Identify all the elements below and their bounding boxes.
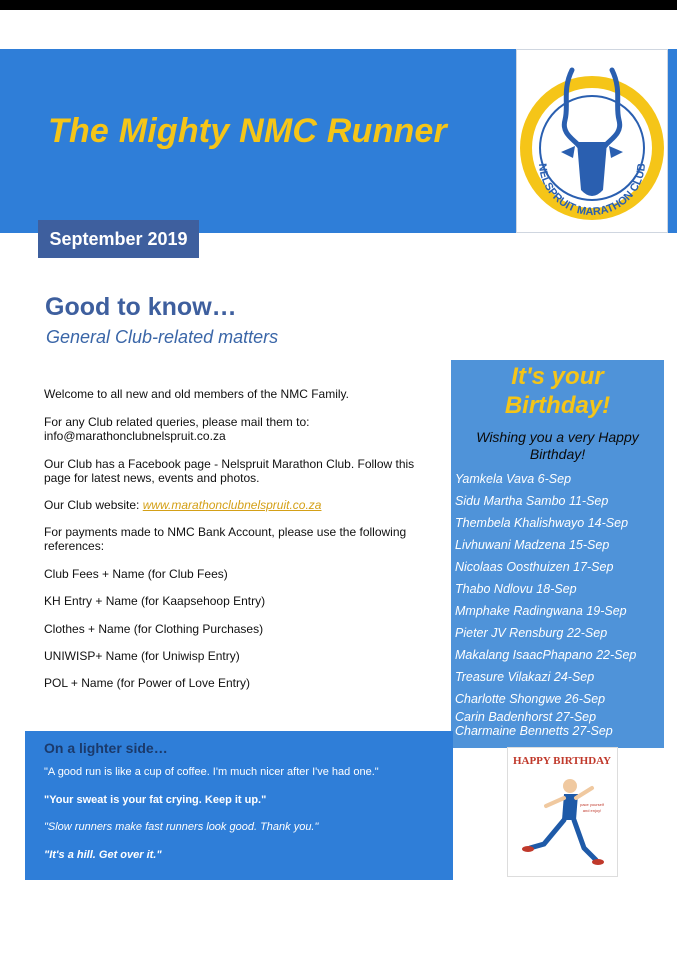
payment-reference: POL + Name (for Power of Love Entry)	[44, 676, 250, 690]
payment-reference: KH Entry + Name (for Kaapsehoop Entry)	[44, 594, 266, 608]
lighter-side-title: On a lighter side…	[44, 740, 168, 756]
payment-reference: Clothes + Name (for Clothing Purchases)	[44, 622, 264, 636]
website-link[interactable]: www.marathonclubnelspruit.co.za	[142, 498, 322, 512]
birthday-title	[451, 362, 664, 420]
payment-reference: UNIWISP+ Name (for Uniwisp Entry)	[44, 649, 240, 663]
birthday-entry: Charlotte Shongwe 26-Sep	[455, 692, 606, 706]
quote: "Your sweat is your fat crying. Keep it up."	[44, 794, 267, 806]
birthday-entry: Livhuwani Madzena 15-Sep	[455, 538, 610, 552]
birthday-entry: Carin Badenhorst 27-Sep	[455, 710, 597, 724]
issue-month-badge: September 2019	[38, 220, 199, 258]
quote: "It's a hill. Get over it."	[44, 849, 162, 861]
kudu-logo-icon	[517, 50, 667, 232]
birthday-entry: Yamkela Vava 6-Sep	[455, 472, 572, 486]
birthday-entry: Mmphake Radingwana 19-Sep	[455, 604, 627, 618]
queries-text	[44, 415, 444, 443]
payment-reference: Club Fees + Name (for Club Fees)	[44, 567, 228, 581]
payments-text	[44, 525, 444, 553]
birthday-wish-line: Wishing you a very Happy	[476, 429, 639, 445]
facebook-line: Our Club has a Facebook page - Nelspruit Marathon Club. Follow this	[44, 457, 415, 471]
payments-line: For payments made to NMC Bank Account, please use the following	[44, 525, 407, 539]
birthday-entry: Pieter JV Rensburg 22-Sep	[455, 626, 608, 640]
section-subtitle: General Club-related matters	[46, 327, 279, 347]
birthday-entry: Charmaine Bennetts 27-Sep	[455, 724, 613, 738]
section-title-good-to-know: Good to know…	[45, 293, 237, 321]
birthday-entry: Sidu Martha Sambo 11-Sep	[455, 494, 609, 508]
lighter-side-panel	[25, 731, 453, 880]
card-caption: pace yourself	[580, 802, 604, 807]
website-label: Our Club website:	[44, 498, 143, 512]
quote: "Slow runners make fast runners look good. Thank you."	[44, 821, 319, 833]
top-black-bar	[0, 0, 677, 10]
birthday-panel	[451, 360, 664, 748]
payments-line: references:	[44, 539, 105, 553]
svg-text:NELSPRUIT MARATHON CLUB: NELSPRUIT MARATHON CLUB	[535, 162, 649, 219]
queries-line: For any Club related queries, please mail them to:	[44, 415, 310, 429]
card-caption: and enjoy!	[582, 808, 602, 813]
runner-illustration-icon	[508, 748, 617, 876]
club-email[interactable]: info@marathonclubnelspruit.co.za	[44, 429, 226, 443]
newsletter-title: The Mighty NMC Runner	[48, 112, 447, 150]
birthday-entry: Thabo Ndlovu 18-Sep	[455, 582, 577, 596]
birthday-title-line: It's your	[511, 363, 604, 390]
quote: "A good run is like a cup of coffee. I'm much nicer after I've had one."	[44, 766, 379, 778]
website-text	[44, 498, 444, 512]
birthday-wish	[451, 429, 664, 463]
birthday-title-line: Birthday!	[504, 392, 611, 419]
birthday-wish-line: Birthday!	[529, 446, 586, 462]
birthday-entry: Thembela Khalishwayo 14-Sep	[455, 516, 629, 530]
birthday-list	[455, 468, 636, 738]
facebook-text	[44, 457, 444, 485]
birthday-entry: Treasure Vilakazi 24-Sep	[455, 670, 595, 684]
card-title: HAPPY BIRTHDAY	[512, 755, 612, 767]
birthday-entry: Makalang IsaacPhapano 22-Sep	[455, 648, 637, 662]
facebook-line: page for latest news, events and photos.	[44, 471, 260, 485]
birthday-entry: Nicolaas Oosthuizen 17-Sep	[455, 560, 614, 574]
welcome-text: Welcome to all new and old members of the NMC Family.	[44, 387, 349, 401]
birthday-card-image	[507, 747, 618, 877]
club-logo	[516, 49, 668, 233]
